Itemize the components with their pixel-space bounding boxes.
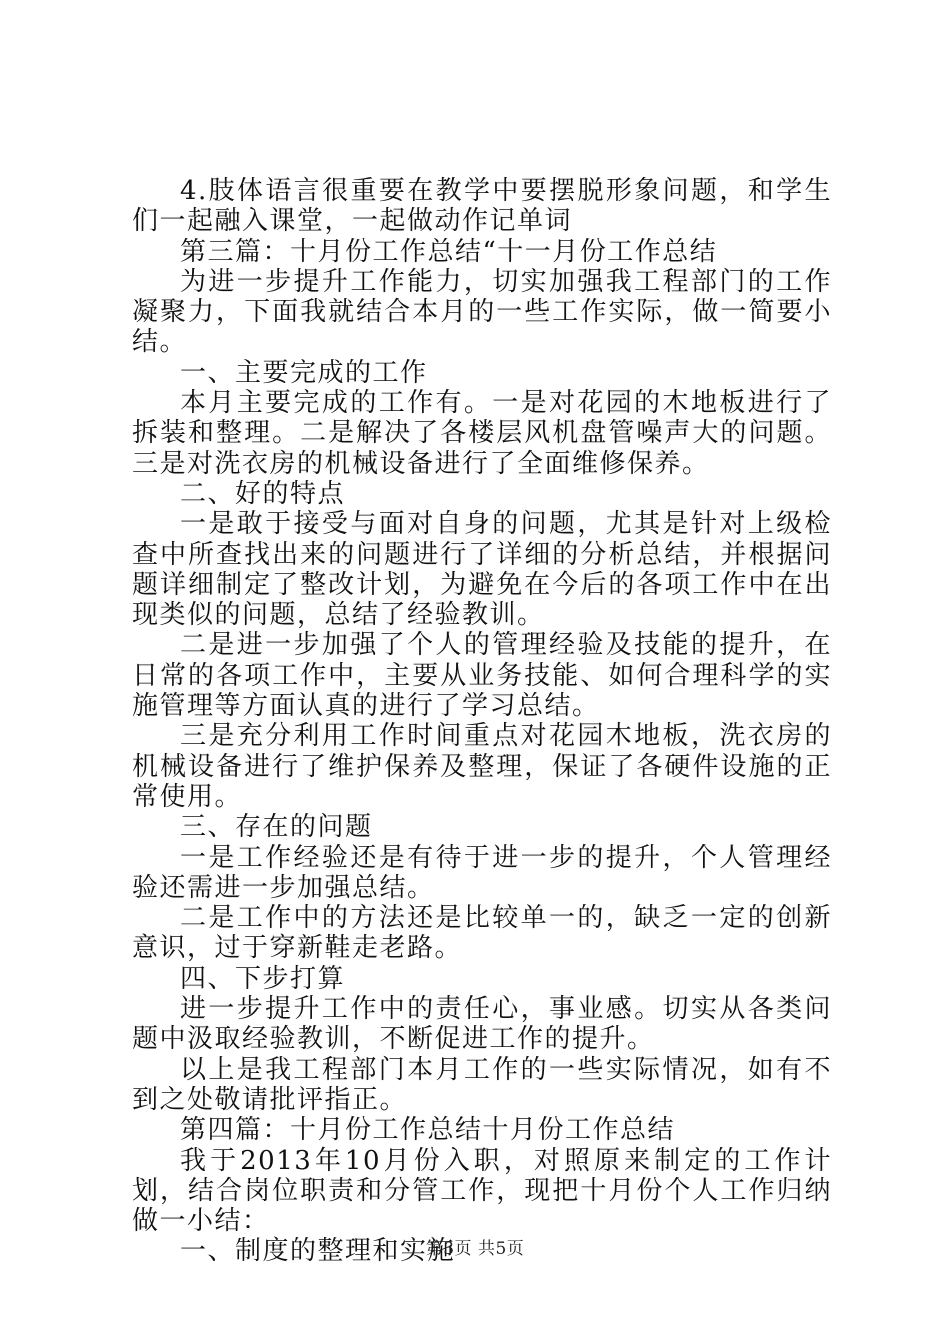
paragraph-part-4-intro: 我于2013年10月份入职，对照原来制定的工作计划，结合岗位职责和分管工作，现把十月份个人工作归纳做一小结：	[132, 1145, 832, 1237]
paragraph-problem-1: 一是工作经验还是有待于进一步的提升，个人管理经验还需进一步加强总结。	[132, 842, 832, 903]
page-number-footer: 第3页 共5页	[425, 1239, 525, 1259]
heading-good-points: 二、好的特点	[180, 478, 346, 509]
heading-next-plan: 四、下步打算	[180, 963, 346, 994]
paragraph-body-4: 4.肢体语言很重要在教学中要摆脱形象问题，和学生们一起融入课堂，一起做动作记单词	[132, 176, 832, 237]
paragraph-closing: 以上是我工程部门本月工作的一些实际情况，如有不到之处敬请批评指正。	[132, 1054, 832, 1115]
heading-problems: 三、存在的问题	[180, 812, 373, 843]
heading-main-work: 一、主要完成的工作	[180, 357, 428, 388]
section-title-part-3: 第三篇：十月份工作总结“十一月份工作总结	[180, 236, 718, 267]
heading-system-arrangement: 一、制度的整理和实施	[180, 1236, 456, 1267]
paragraph-good-point-2: 二是进一步加强了个人的管理经验及技能的提升，在日常的各项工作中，主要从业务技能、如何合理科学的实施管理等方面认真的进行了学习总结。	[132, 630, 832, 722]
paragraph-problem-2: 二是工作中的方法还是比较单一的，缺乏一定的创新意识，过于穿新鞋走老路。	[132, 903, 832, 964]
paragraph-intro: 为进一步提升工作能力，切实加强我工程部门的工作凝聚力，下面我就结合本月的一些工作实际，做一简要小结。	[132, 266, 832, 358]
document-body	[132, 176, 832, 1267]
paragraph-next-plan: 进一步提升工作中的责任心，事业感。切实从各类问题中汲取经验教训，不断促进工作的提升。	[132, 994, 832, 1055]
section-title-part-4: 第四篇：十月份工作总结十月份工作总结	[180, 1115, 676, 1146]
paragraph-good-point-3: 三是充分利用工作时间重点对花园木地板，洗衣房的机械设备进行了维护保养及整理，保证了各硬件设施的正常使用。	[132, 721, 832, 812]
paragraph-main-work: 本月主要完成的工作有。一是对花园的木地板进行了拆装和整理。二是解决了各楼层风机盘管噪声大的问题。三是对洗衣房的机械设备进行了全面维修保养。	[132, 388, 832, 479]
paragraph-good-point-1: 一是敢于接受与面对自身的问题，尤其是针对上级检查中所查找出来的问题进行了详细的分析总结，并根据问题详细制定了整改计划，为避免在今后的各项工作中在出现类似的问题，总结了经验教训。	[132, 509, 832, 631]
